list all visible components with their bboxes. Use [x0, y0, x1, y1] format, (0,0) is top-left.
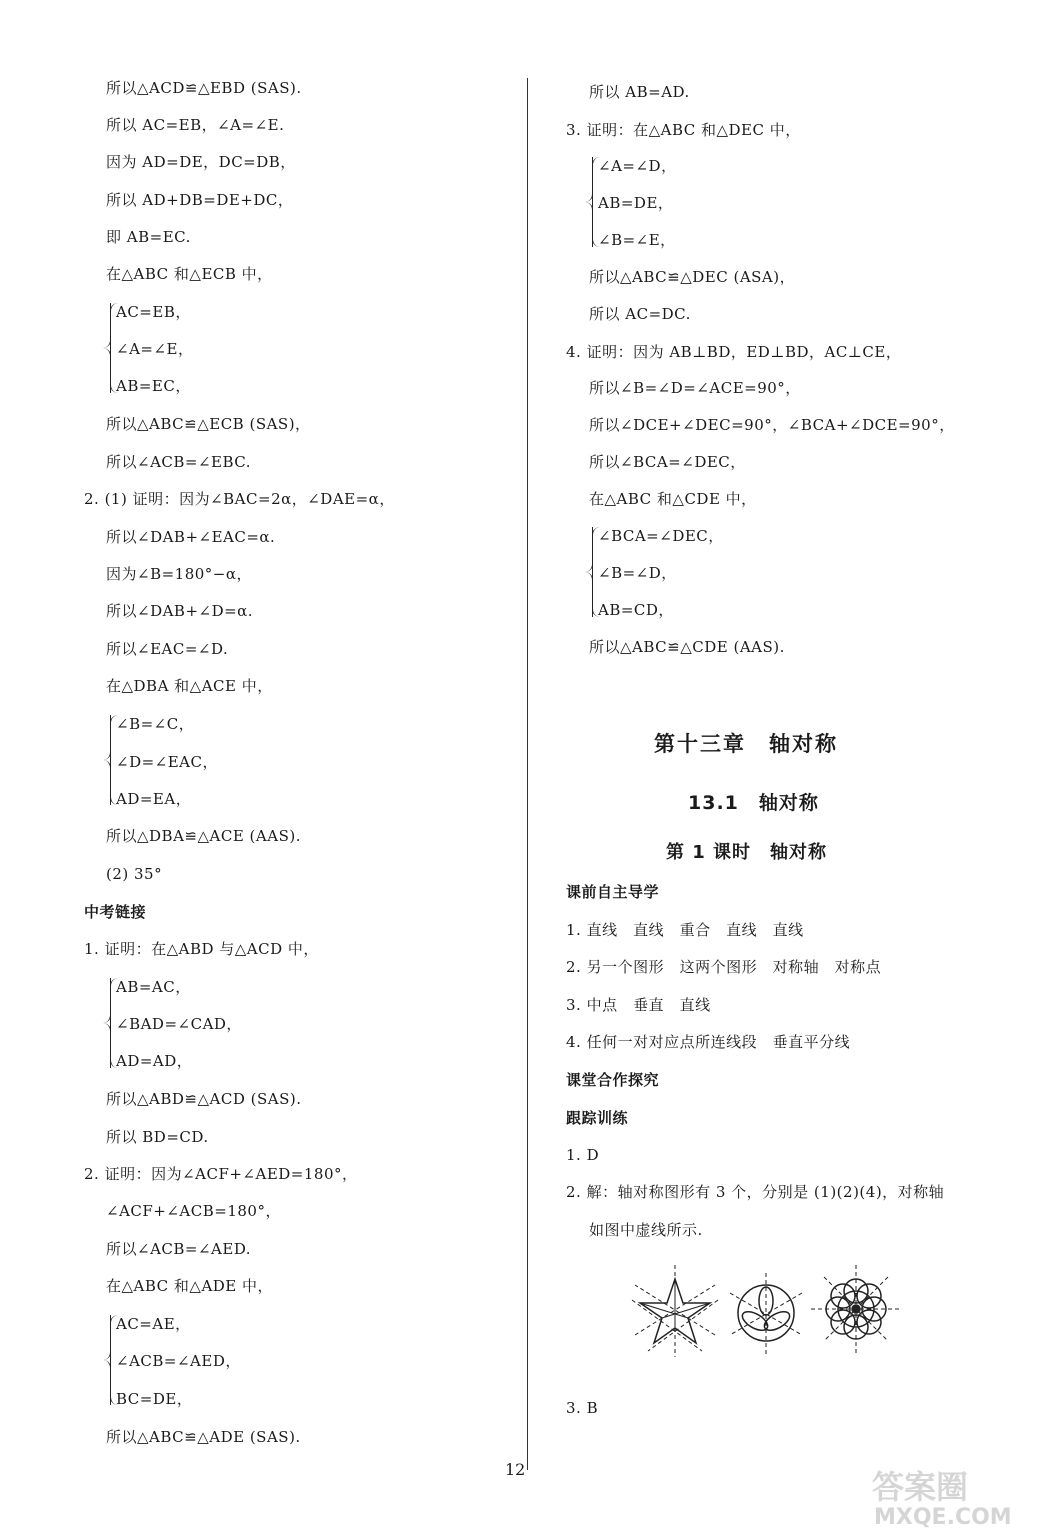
- text-line: 1. 证明：在△ABD 与△ACD 中，: [84, 940, 319, 958]
- text-line: 所以 AC=DC.: [589, 305, 691, 323]
- svg-text:答案圈: 答案圈: [872, 1468, 969, 1506]
- text-line: 2. 解：轴对称图形有 3 个，分别是 (1)(2)(4)，对称轴: [566, 1183, 945, 1201]
- text-line: 在△ABC 和△ADE 中，: [106, 1277, 274, 1295]
- text-line: 2. (1) 证明：因为∠BAC=2α，∠DAE=α，: [84, 490, 395, 508]
- text-line: 在△ABC 和△CDE 中，: [589, 490, 757, 508]
- text-line: ∠D=∠EAC，: [116, 753, 218, 771]
- text-line: 所以△ACD≌△EBD (SAS).: [106, 79, 302, 97]
- text-line: 所以∠EAC=∠D.: [106, 640, 229, 658]
- text-line: 4. 证明：因为 AB⊥BD，ED⊥BD，AC⊥CE，: [566, 343, 902, 361]
- text-line: 即 AB=EC.: [106, 228, 191, 246]
- text-line: AB=AC，: [116, 978, 191, 996]
- text-line: ∠B=∠C，: [116, 715, 195, 733]
- text-line: 1. D: [566, 1146, 600, 1164]
- section-heading: 中考链接: [84, 903, 147, 921]
- text-line: AB=CD，: [598, 601, 674, 619]
- text-line: ∠A=∠E，: [116, 340, 194, 358]
- text-line: 所以∠ACB=∠EBC.: [106, 453, 251, 471]
- column-divider: [527, 78, 528, 1470]
- text-line: 在△ABC 和△ECB 中，: [106, 265, 273, 283]
- circle-petal-figure: [730, 1273, 802, 1355]
- text-line: 1. 直线 直线 重合 直线 直线: [566, 921, 804, 939]
- text-line: 所以 BD=CD.: [106, 1128, 209, 1146]
- text-line: 所以△DBA≌△ACE (AAS).: [106, 827, 301, 845]
- text-line: 所以△ABC≌△DEC (ASA)，: [589, 268, 796, 286]
- text-line: 所以 AD+DB=DE+DC，: [106, 191, 294, 209]
- text-line: 2. 另一个图形 这两个图形 对称轴 对称点: [566, 958, 882, 976]
- text-line: (2) 35°: [106, 865, 163, 883]
- text-line: ∠BAD=∠CAD，: [116, 1015, 242, 1033]
- text-line: ∠ACB=∠AED，: [116, 1352, 241, 1370]
- text-line: 3. 中点 垂直 直线: [566, 996, 711, 1014]
- star-figure: [632, 1265, 718, 1357]
- chapter-title: 第十三章 轴对称: [654, 732, 838, 756]
- text-line: 所以∠B=∠D=∠ACE=90°，: [589, 379, 801, 397]
- text-line: ∠A=∠D，: [598, 157, 677, 175]
- text-line: ∠B=∠E，: [598, 231, 676, 249]
- text-line: 因为∠B=180°−α，: [106, 565, 252, 583]
- text-line: 所以∠BCA=∠DEC，: [589, 453, 746, 471]
- page-number: 12: [505, 1460, 526, 1479]
- symmetry-figures: [630, 1265, 910, 1365]
- text-line: AD=AD，: [116, 1052, 193, 1070]
- text-line: AB=DE，: [598, 194, 674, 212]
- text-line: 所以△ABC≌△CDE (AAS).: [589, 638, 785, 656]
- text-line: AC=EB，: [116, 303, 191, 321]
- text-line: 所以∠DCE+∠DEC=90°，∠BCA+∠DCE=90°，: [589, 416, 955, 434]
- text-line: 所以△ABC≌△ECB (SAS)，: [106, 415, 311, 433]
- text-line: AD=EA，: [116, 790, 192, 808]
- text-line: AB=EC，: [116, 377, 191, 395]
- text-line: 所以△ABC≌△ADE (SAS).: [106, 1428, 301, 1446]
- lesson-title: 第 1 课时 轴对称: [666, 842, 828, 863]
- section-heading: 课堂合作探究: [566, 1071, 660, 1089]
- text-line: 所以∠DAB+∠D=α.: [106, 602, 254, 620]
- text-line: 所以∠ACB=∠AED.: [106, 1240, 252, 1258]
- text-line: 所以△ABD≌△ACD (SAS).: [106, 1090, 302, 1108]
- text-line: 在△DBA 和△ACE 中，: [106, 677, 273, 695]
- text-line: 3. B: [566, 1399, 599, 1417]
- flower-figure: [811, 1265, 901, 1355]
- text-line: ∠BCA=∠DEC，: [598, 527, 724, 545]
- text-line: 所以∠DAB+∠EAC=α.: [106, 528, 276, 546]
- text-line: 所以 AC=EB，∠A=∠E.: [106, 116, 285, 134]
- section-heading: 跟踪训练: [566, 1109, 629, 1127]
- text-line: 所以 AB=AD.: [589, 83, 690, 101]
- section-title: 13.1 轴对称: [688, 792, 819, 814]
- text-line: 4. 任何一对对应点所连线段 垂直平分线: [566, 1033, 851, 1051]
- text-line: BC=DE，: [116, 1390, 193, 1408]
- section-heading: 课前自主导学: [566, 883, 660, 901]
- text-line: ∠ACF+∠ACB=180°，: [106, 1202, 281, 1220]
- svg-text:MXQE.COM: MXQE.COM: [874, 1505, 1012, 1530]
- text-line: AC=AE，: [116, 1315, 191, 1333]
- text-line: 因为 AD=DE，DC=DB，: [106, 153, 296, 171]
- watermark-logo: [868, 1462, 1033, 1530]
- text-line: 如图中虚线所示.: [589, 1221, 703, 1239]
- text-line: ∠B=∠D，: [598, 564, 677, 582]
- text-line: 2. 证明：因为∠ACF+∠AED=180°，: [84, 1165, 358, 1183]
- text-line: 3. 证明：在△ABC 和△DEC 中，: [566, 121, 801, 139]
